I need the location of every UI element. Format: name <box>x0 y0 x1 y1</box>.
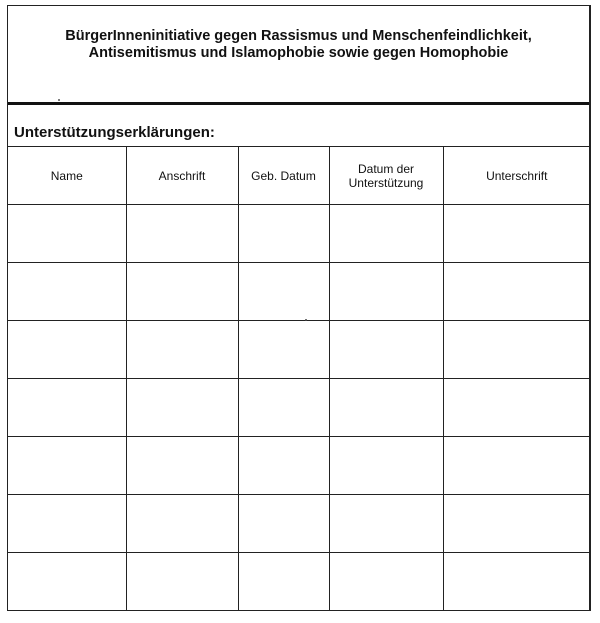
support-date-cell[interactable] <box>329 553 443 611</box>
signature-cell[interactable] <box>443 321 590 379</box>
address-cell[interactable] <box>126 495 238 553</box>
table-row <box>8 379 590 437</box>
signature-cell[interactable] <box>443 379 590 437</box>
table-header-row <box>8 147 590 205</box>
address-cell[interactable] <box>126 263 238 321</box>
signature-cell[interactable] <box>443 263 590 321</box>
name-cell[interactable] <box>8 205 126 263</box>
form-title-line-2: Antisemitismus und Islamophobie sowie gegen Homophobie <box>88 45 509 61</box>
column-header-signature: Unterschrift <box>443 147 590 205</box>
address-cell[interactable] <box>126 379 238 437</box>
signature-table <box>8 146 590 611</box>
birthdate-cell[interactable] <box>238 263 329 321</box>
signature-form-sheet <box>7 5 591 611</box>
table-row <box>8 321 590 379</box>
support-date-cell[interactable] <box>329 205 443 263</box>
form-title-line-1: BürgerInneninitiative gegen Rassismus und Menschenfeindlichkeit, <box>65 28 532 44</box>
name-cell[interactable] <box>8 495 126 553</box>
birthdate-cell[interactable] <box>238 553 329 611</box>
birthdate-cell[interactable] <box>238 205 329 263</box>
signature-cell[interactable] <box>443 495 590 553</box>
support-date-cell[interactable] <box>329 263 443 321</box>
table-row <box>8 553 590 611</box>
birthdate-cell[interactable] <box>238 321 329 379</box>
column-header-support-date: Datum der Unterstützung <box>329 147 443 205</box>
address-cell[interactable] <box>126 321 238 379</box>
birthdate-cell[interactable] <box>238 495 329 553</box>
column-header-name: Name <box>8 147 126 205</box>
column-header-birthdate: Geb. Datum <box>238 147 329 205</box>
signature-cell[interactable] <box>443 553 590 611</box>
name-cell[interactable] <box>8 437 126 495</box>
address-cell[interactable] <box>126 553 238 611</box>
name-cell[interactable] <box>8 263 126 321</box>
support-date-cell[interactable] <box>329 437 443 495</box>
signature-cell[interactable] <box>443 437 590 495</box>
scan-speck <box>58 99 60 101</box>
scan-speck <box>305 319 307 321</box>
support-date-cell[interactable] <box>329 379 443 437</box>
form-title <box>8 28 589 62</box>
address-cell[interactable] <box>126 437 238 495</box>
name-cell[interactable] <box>8 379 126 437</box>
table-row <box>8 437 590 495</box>
name-cell[interactable] <box>8 553 126 611</box>
birthdate-cell[interactable] <box>238 379 329 437</box>
table-row <box>8 205 590 263</box>
signature-cell[interactable] <box>443 205 590 263</box>
form-header <box>8 6 589 105</box>
table-row <box>8 263 590 321</box>
section-label: Unterstützungserklärungen: <box>14 124 215 141</box>
support-date-cell[interactable] <box>329 321 443 379</box>
support-date-cell[interactable] <box>329 495 443 553</box>
address-cell[interactable] <box>126 205 238 263</box>
column-header-address: Anschrift <box>126 147 238 205</box>
table-row <box>8 495 590 553</box>
name-cell[interactable] <box>8 321 126 379</box>
birthdate-cell[interactable] <box>238 437 329 495</box>
